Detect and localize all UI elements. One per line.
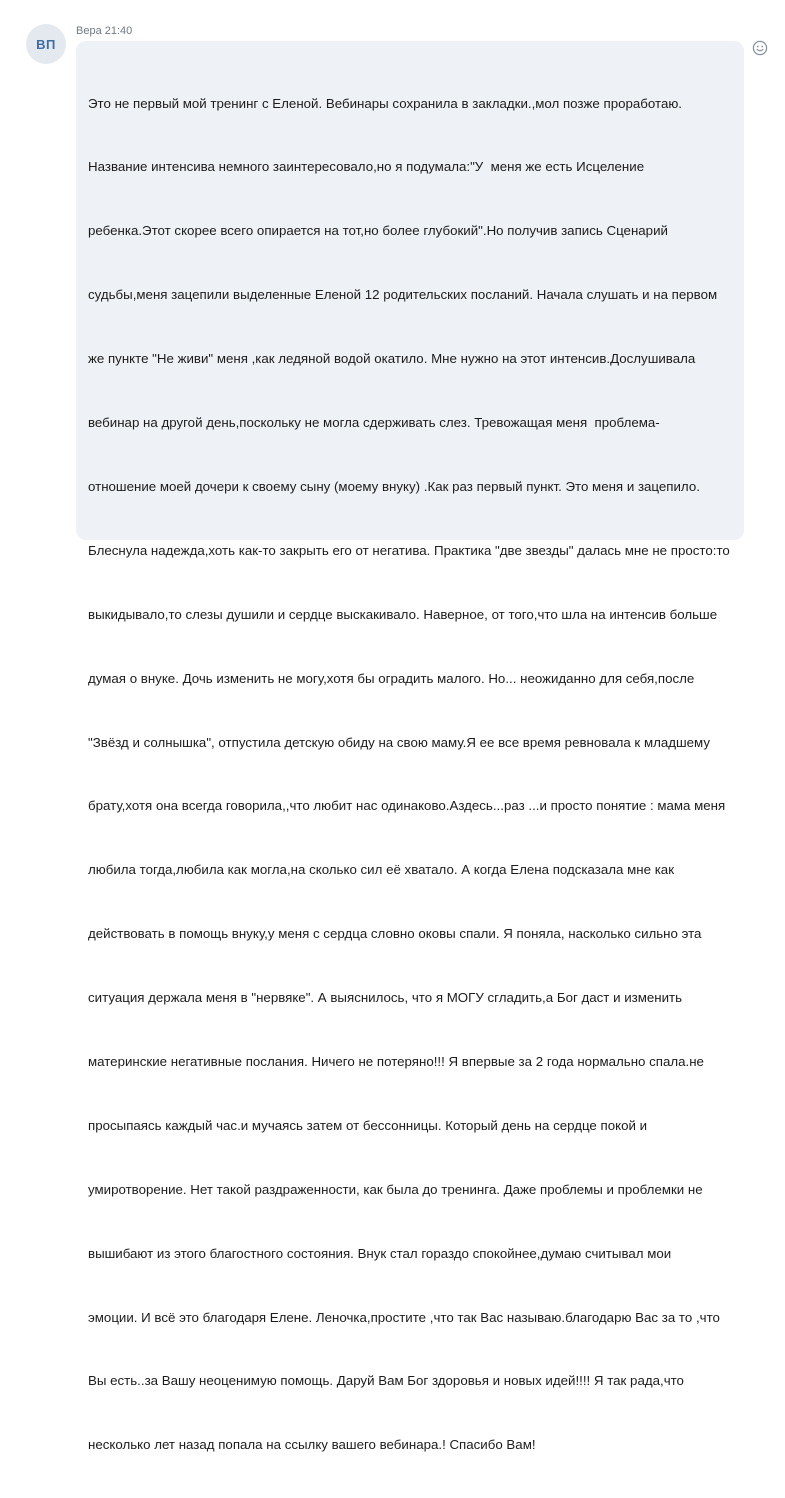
message-line: "Звёзд и солнышка", отпустила детскую обиду на свою маму.Я ее все время ревновала к младшему — [88, 734, 710, 750]
message-line: несколько лет назад попала на ссылку вашего вебинара.! Спасибо Вам! — [88, 1437, 536, 1453]
message-line: Название интенсива немного заинтересовало,но я подумала:"У меня же есть Исцеление — [88, 159, 645, 175]
message-text — [88, 50, 736, 1498]
message-line: ребенка.Этот скорее всего опирается на тот,но более глубокий".Но получив запись Сценарий — [88, 223, 668, 239]
message-line: просыпаясь каждый час.и мучаясь затем от бессонницы. Который день на сердце покой и — [88, 1117, 648, 1133]
message-line: вышибают из этого благостного состояния. Внук стал гораздо спокойнее,думаю считывал мои — [88, 1245, 672, 1261]
message-line: брату,хотя она всегда говорила,,что любит нас одинаково.Аздесь...раз ...и просто понятие : мама меня — [88, 798, 726, 814]
message-line: выкидывало,то слезы душили и сердце выскакивало. Наверное, от того,что шла на интенсив больше — [88, 606, 718, 622]
avatar-initials: ВП — [36, 36, 56, 52]
message-line: Вы есть..за Вашу неоценимую помощь. Даруй Вам Бог здоровья и новых идей!!!! Я так рада,что — [88, 1373, 684, 1389]
message-line: думая о внуке. Дочь изменить не могу,хотя бы оградить малого. Но... неожиданно для себя,после — [88, 670, 695, 686]
message-line: эмоции. И всё это благодаря Елене. Леночка,простите ,что так Вас называю.благодарю Вас за то ,что — [88, 1309, 720, 1325]
message-line: вебинар на другой день,поскольку не могла сдерживать слез. Тревожащая меня проблема- — [88, 415, 660, 431]
message-line: Это не первый мой тренинг с Еленой. Вебинары сохранила в закладки.,мол позже проработаю. — [88, 95, 683, 111]
message-line: ситуация держала меня в "нервяке". А выяснилось, что я МОГУ сгладить,а Бог даст и изменить — [88, 990, 683, 1006]
message-line: отношение моей дочери к своему сыну (моему внуку) .Как раз первый пункт. Это меня и зацепило. — [88, 478, 700, 494]
message-line: умиротворение. Нет такой раздраженности, как была до тренинга. Даже проблемы и проблемки не — [88, 1181, 703, 1197]
avatar[interactable] — [26, 24, 66, 64]
message-bubble — [76, 41, 744, 1453]
sender-name[interactable]: Вера — [76, 25, 102, 37]
message-line: же пункте "Не живи" меня ,как ледяной водой окатило. Мне нужно на этот интенсив.Дослушивала — [88, 351, 696, 367]
smile-icon[interactable] — [752, 40, 768, 56]
message-line: действовать в помощь внуку,у меня с сердца словно оковы спали. Я поняла, насколько сильно эта — [88, 926, 702, 942]
message-line: Блеснула надежда,хоть как-то закрыть его от негатива. Практика "две звезды" далась мне не просто:то — [88, 542, 730, 558]
message-line: судьбы,меня зацепили выделенные Еленой 12 родительских посланий. Начала слушать и на первом — [88, 287, 718, 303]
message-line: любила тогда,любила как могла,на сколько сил её хватало. А когда Елена подсказала мне как — [88, 862, 675, 878]
message-line: материнские негативные послания. Ничего не потеряно!!! Я впервые за 2 года нормально спала.не — [88, 1053, 704, 1069]
message-header — [76, 24, 132, 38]
message-time: 21:40 — [104, 25, 133, 37]
